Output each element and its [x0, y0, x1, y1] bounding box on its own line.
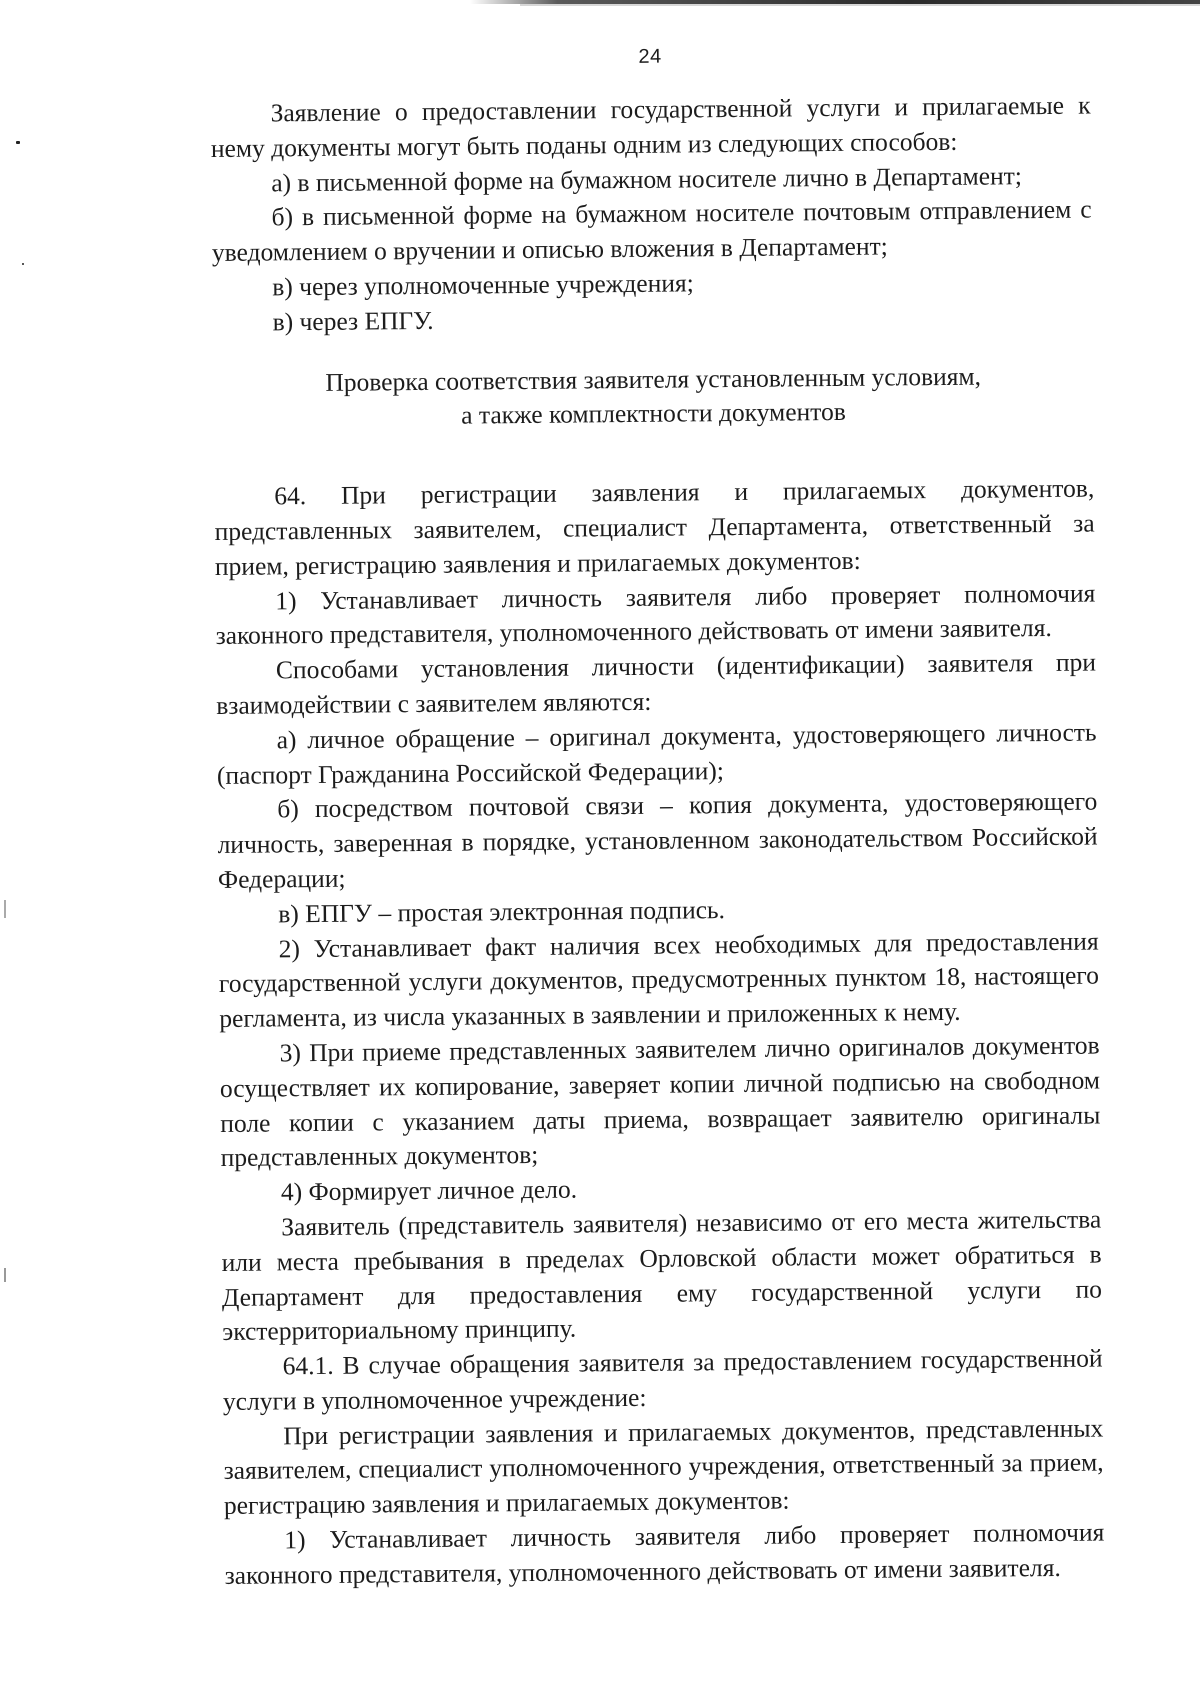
clause-64-1-intro: 64.1. В случае обращения заявителя за предоставлением государственной услуги в уполномоченное учреждение:	[222, 1343, 1103, 1416]
clause-64-method-a: а) личное обращение – оригинал документа, удостоверяющего личность (паспорт Гражданина Российской Федерации);	[216, 717, 1097, 790]
section-heading-line-1: Проверка соответствия заявителя установленным условиям,	[325, 361, 982, 397]
clause-64-method-b: б) посредством почтовой связи – копия документа, удостоверяющего личность, заверенная в порядке, установленном законодательством Российской Федерации;	[217, 786, 1098, 894]
margin-speck	[22, 263, 24, 265]
intro-item-v: в) через уполномоченные учреждения;	[272, 268, 694, 302]
section-heading-line-2: а также комплектности документов	[461, 397, 846, 430]
margin-tick	[4, 1268, 6, 1282]
scan-edge-shadow	[520, 4, 1200, 6]
margin-speck	[16, 141, 20, 144]
clause-64-item-4: 4) Формирует личное дело.	[280, 1174, 578, 1207]
clause-64-1-item-1: 1) Устанавливает личность заявителя либо проверяет полномочия законного представителя, уполномоченного действовать от имени заявителя.	[224, 1517, 1105, 1590]
clause-64-item-1: 1) Устанавливает личность заявителя либо проверяет полномочия законного представителя, уполномоченного действовать от имени заявителя.	[215, 578, 1096, 651]
clause-64-methods-intro: Способами установления личности (идентификации) заявителя при взаимодействии с заявителем являются:	[216, 647, 1097, 720]
intro-item-a: а) в письменной форме на бумажном носителе лично в Департамент;	[271, 160, 1023, 198]
clause-64-extraterritorial: Заявитель (представитель заявителя) независимо от его места жительства или места пребывания в пределах Орловской области может обратиться в Департамент для предоставления ему государственной услуги по экстерриториальному принципу.	[221, 1204, 1103, 1347]
margin-tick	[4, 900, 6, 918]
document-page	[210, 42, 1105, 1594]
intro-item-b: б) в письменной форме на бумажном носителе почтовым отправлением с уведомлением о вручении и описью вложения в Департамент;	[211, 194, 1092, 268]
clause-64-item-2: 2) Устанавливает факт наличия всех необходимых для предоставления государственной услуги документов, предусмотренных пунктом 18, настоящего регламента, из числа указанных в заявлении и приложенных к нему.	[218, 926, 1100, 1034]
clause-64-intro: 64. При регистрации заявления и прилагаемых документов, представленных заявителем, специалист Департамента, ответственный за прием, регистрацию заявления и прилагаемых документов:	[214, 473, 1095, 581]
clause-64-item-3: 3) При приеме представленных заявителем лично оригиналов документов осуществляет их копирование, заверяет копии личной подписью на свободном поле копии с указанием даты приема, возвращает заявителю оригиналы представленных документов;	[219, 1030, 1101, 1173]
clause-64-1-registration: При регистрации заявления и прилагаемых документов, представленных заявителем, специалист уполномоченного учреждения, ответственный за прием, регистрацию заявления и прилагаемых документов:	[223, 1413, 1104, 1521]
section-heading	[213, 358, 1094, 436]
intro-paragraph: Заявление о предоставлении государственной услуги и прилагаемые к нему документы могут быть поданы одним из следующих способов:	[210, 90, 1091, 163]
page-number: 24	[638, 45, 662, 68]
clause-64-method-v: в) ЕПГУ – простая электронная подпись.	[278, 894, 726, 929]
intro-item-v2: в) через ЕПГУ.	[272, 305, 434, 337]
